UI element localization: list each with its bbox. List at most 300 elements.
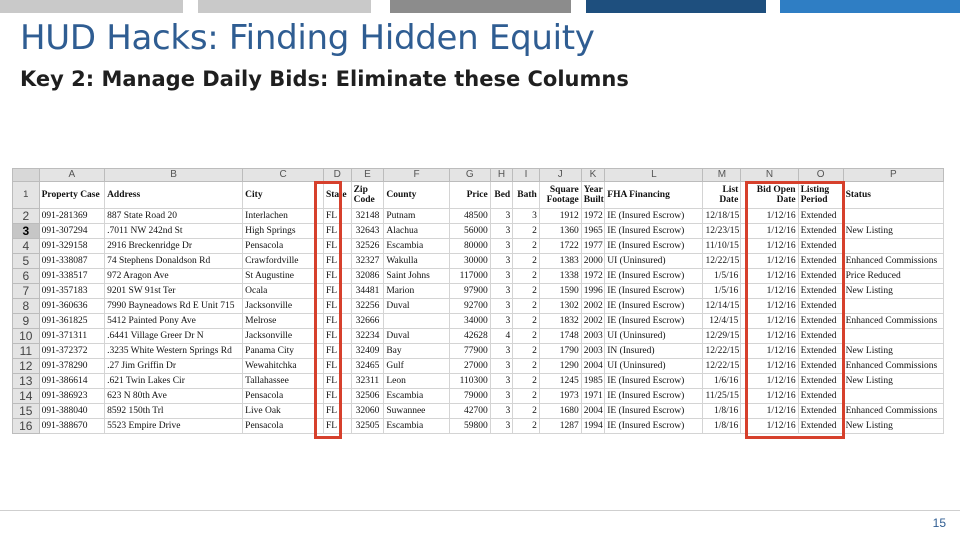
table-cell[interactable]: 3 xyxy=(490,299,513,314)
table-cell[interactable]: IE (Insured Escrow) xyxy=(605,269,703,284)
table-cell[interactable]: 2000 xyxy=(581,254,605,269)
table-cell[interactable]: Bay xyxy=(384,344,449,359)
table-cell[interactable]: 3 xyxy=(490,209,513,224)
table-cell[interactable]: FL xyxy=(323,284,351,299)
table-cell[interactable]: 1680 xyxy=(539,404,581,419)
table-cell[interactable]: Extended xyxy=(798,359,843,374)
table-cell[interactable]: FL xyxy=(323,314,351,329)
table-cell[interactable]: Extended xyxy=(798,239,843,254)
table-cell[interactable]: .621 Twin Lakes Cir xyxy=(105,374,243,389)
column-letter-header[interactable]: D xyxy=(323,169,351,182)
table-cell[interactable]: 091-357183 xyxy=(39,284,104,299)
table-cell[interactable]: 2 xyxy=(513,269,540,284)
table-cell[interactable]: IE (Insured Escrow) xyxy=(605,314,703,329)
table-cell[interactable]: 2 xyxy=(513,419,540,434)
table-cell[interactable]: 117000 xyxy=(449,269,490,284)
table-cell[interactable]: 972 Aragon Ave xyxy=(105,269,243,284)
table-cell[interactable]: .3235 White Western Springs Rd xyxy=(105,344,243,359)
table-cell[interactable]: UI (Uninsured) xyxy=(605,254,703,269)
table-cell[interactable]: 1832 xyxy=(539,314,581,329)
table-cell[interactable]: IE (Insured Escrow) xyxy=(605,374,703,389)
table-cell[interactable]: 1360 xyxy=(539,224,581,239)
table-cell[interactable]: 2 xyxy=(513,329,540,344)
table-cell[interactable]: 2 xyxy=(513,314,540,329)
table-cell[interactable]: 1/12/16 xyxy=(741,374,798,389)
field-header-cell[interactable]: FHA Financing xyxy=(605,182,703,209)
table-cell[interactable]: 1/12/16 xyxy=(741,314,798,329)
field-header-cell[interactable]: State xyxy=(323,182,351,209)
table-cell[interactable]: 1/5/16 xyxy=(703,269,741,284)
table-cell[interactable]: 34481 xyxy=(351,284,384,299)
table-cell[interactable]: Enhanced Commissions xyxy=(843,314,943,329)
table-cell[interactable]: 091-388670 xyxy=(39,419,104,434)
table-cell[interactable]: 32465 xyxy=(351,359,384,374)
column-letter-header[interactable]: L xyxy=(605,169,703,182)
column-letter-header[interactable]: M xyxy=(703,169,741,182)
column-letter-header[interactable]: B xyxy=(105,169,243,182)
table-cell[interactable]: 1/6/16 xyxy=(703,374,741,389)
table-cell[interactable]: FL xyxy=(323,254,351,269)
table-cell[interactable]: 77900 xyxy=(449,344,490,359)
table-cell[interactable]: 1/8/16 xyxy=(703,404,741,419)
table-cell[interactable]: 1996 xyxy=(581,284,605,299)
table-cell[interactable]: 091-329158 xyxy=(39,239,104,254)
table-cell[interactable]: 091-361825 xyxy=(39,314,104,329)
row-number[interactable]: 13 xyxy=(13,374,40,389)
table-cell[interactable]: 1/12/16 xyxy=(741,254,798,269)
select-all-corner[interactable] xyxy=(13,169,40,182)
table-cell[interactable]: 32311 xyxy=(351,374,384,389)
column-letter-header[interactable]: C xyxy=(243,169,324,182)
table-cell[interactable]: 32505 xyxy=(351,419,384,434)
table-cell[interactable]: 091-307294 xyxy=(39,224,104,239)
table-cell[interactable]: 2916 Breckenridge Dr xyxy=(105,239,243,254)
table-cell[interactable]: 32526 xyxy=(351,239,384,254)
table-cell[interactable]: 1290 xyxy=(539,359,581,374)
table-cell[interactable]: 3 xyxy=(490,239,513,254)
field-header-cell[interactable]: List Date xyxy=(703,182,741,209)
row-number[interactable]: 3 xyxy=(13,224,40,239)
table-cell[interactable]: 1/12/16 xyxy=(741,404,798,419)
table-cell[interactable]: Escambia xyxy=(384,389,449,404)
table-cell[interactable]: .27 Jim Griffin Dr xyxy=(105,359,243,374)
table-cell[interactable]: 56000 xyxy=(449,224,490,239)
table-cell[interactable]: 1590 xyxy=(539,284,581,299)
table-cell[interactable]: 12/4/15 xyxy=(703,314,741,329)
table-cell[interactable]: Alachua xyxy=(384,224,449,239)
column-letter-header[interactable]: K xyxy=(581,169,605,182)
table-cell[interactable]: 11/25/15 xyxy=(703,389,741,404)
table-row xyxy=(13,404,944,419)
table-cell[interactable]: FL xyxy=(323,374,351,389)
table-cell[interactable]: Extended xyxy=(798,284,843,299)
row-number[interactable]: 12 xyxy=(13,359,40,374)
field-header-cell[interactable]: Status xyxy=(843,182,943,209)
table-cell[interactable]: FL xyxy=(323,419,351,434)
table-cell[interactable]: FL xyxy=(323,389,351,404)
table-cell[interactable]: 32327 xyxy=(351,254,384,269)
table-cell[interactable]: Extended xyxy=(798,329,843,344)
table-cell[interactable]: 3 xyxy=(490,389,513,404)
table-cell[interactable]: 12/22/15 xyxy=(703,344,741,359)
table-cell[interactable]: 2 xyxy=(513,224,540,239)
row-number[interactable]: 15 xyxy=(13,404,40,419)
table-cell[interactable]: Extended xyxy=(798,419,843,434)
table-cell[interactable]: 3 xyxy=(490,374,513,389)
table-cell[interactable]: 1383 xyxy=(539,254,581,269)
table-cell[interactable]: 12/22/15 xyxy=(703,359,741,374)
table-cell[interactable]: Escambia xyxy=(384,239,449,254)
spreadsheet-grid xyxy=(12,168,944,434)
table-cell[interactable]: 091-371311 xyxy=(39,329,104,344)
table-cell[interactable]: Extended xyxy=(798,209,843,224)
table-cell[interactable]: 2 xyxy=(513,284,540,299)
table-cell[interactable]: 1/12/16 xyxy=(741,284,798,299)
table-cell[interactable]: Saint Johns xyxy=(384,269,449,284)
table-cell[interactable]: 091-338517 xyxy=(39,269,104,284)
table-cell[interactable]: Escambia xyxy=(384,419,449,434)
table-cell[interactable]: 3 xyxy=(490,419,513,434)
table-cell[interactable]: 3 xyxy=(490,344,513,359)
table-cell[interactable]: Panama City xyxy=(243,344,324,359)
table-cell[interactable]: 12/18/15 xyxy=(703,209,741,224)
table-cell[interactable]: Putnam xyxy=(384,209,449,224)
table-cell[interactable]: FL xyxy=(323,344,351,359)
table-cell[interactable]: 2004 xyxy=(581,404,605,419)
table-cell[interactable]: 32086 xyxy=(351,269,384,284)
table-cell[interactable]: IE (Insured Escrow) xyxy=(605,209,703,224)
table-cell[interactable]: 091-386923 xyxy=(39,389,104,404)
table-cell[interactable]: 1/12/16 xyxy=(741,419,798,434)
table-cell[interactable]: 2 xyxy=(513,254,540,269)
table-cell[interactable]: Melrose xyxy=(243,314,324,329)
table-row xyxy=(13,254,944,269)
table-cell[interactable]: Extended xyxy=(798,344,843,359)
table-cell[interactable]: 1971 xyxy=(581,389,605,404)
field-header-cell[interactable]: Bid Open Date xyxy=(741,182,798,209)
table-cell[interactable]: 5412 Painted Pony Ave xyxy=(105,314,243,329)
table-cell[interactable]: 7990 Bayneadows Rd E Unit 715 xyxy=(105,299,243,314)
table-cell[interactable]: Extended xyxy=(798,254,843,269)
field-header-cell[interactable]: Year Built xyxy=(581,182,605,209)
table-cell[interactable]: Duval xyxy=(384,299,449,314)
table-cell[interactable]: Enhanced Commissions xyxy=(843,359,943,374)
table-cell[interactable]: 1/12/16 xyxy=(741,299,798,314)
row-number[interactable]: 14 xyxy=(13,389,40,404)
table-cell[interactable]: Extended xyxy=(798,314,843,329)
table-cell[interactable]: Extended xyxy=(798,299,843,314)
table-cell[interactable]: New Listing xyxy=(843,374,943,389)
table-cell[interactable]: 12/29/15 xyxy=(703,329,741,344)
table-cell[interactable]: Duval xyxy=(384,329,449,344)
table-cell[interactable]: 091-372372 xyxy=(39,344,104,359)
table-cell[interactable]: 1972 xyxy=(581,209,605,224)
table-cell[interactable]: IE (Insured Escrow) xyxy=(605,224,703,239)
table-cell[interactable]: Pensacola xyxy=(243,419,324,434)
table-cell[interactable]: 1790 xyxy=(539,344,581,359)
table-cell[interactable]: 34000 xyxy=(449,314,490,329)
column-letter-header[interactable]: H xyxy=(490,169,513,182)
table-cell[interactable]: .6441 Village Greer Dr N xyxy=(105,329,243,344)
table-cell[interactable]: 1972 xyxy=(581,269,605,284)
table-cell[interactable]: Interlachen xyxy=(243,209,324,224)
table-cell[interactable]: Jacksonville xyxy=(243,299,324,314)
field-header-cell[interactable]: County xyxy=(384,182,449,209)
table-cell[interactable]: Crawfordville xyxy=(243,254,324,269)
column-letter-header[interactable]: J xyxy=(539,169,581,182)
row-number[interactable]: 1 xyxy=(13,182,40,209)
table-cell[interactable]: 1/8/16 xyxy=(703,419,741,434)
table-cell[interactable]: 1985 xyxy=(581,374,605,389)
table-cell[interactable]: 42628 xyxy=(449,329,490,344)
table-row xyxy=(13,209,944,224)
table-cell[interactable]: 2 xyxy=(513,239,540,254)
table-cell[interactable]: 8592 150th Trl xyxy=(105,404,243,419)
table-cell[interactable]: IE (Insured Escrow) xyxy=(605,299,703,314)
table-cell[interactable]: 623 N 80th Ave xyxy=(105,389,243,404)
table-cell[interactable]: 091-388040 xyxy=(39,404,104,419)
table-cell[interactable]: Pensacola xyxy=(243,239,324,254)
table-cell[interactable]: 32666 xyxy=(351,314,384,329)
table-cell[interactable]: 2003 xyxy=(581,329,605,344)
table-cell[interactable] xyxy=(843,329,943,344)
table-cell[interactable]: Jacksonville xyxy=(243,329,324,344)
field-header-cell[interactable]: Price xyxy=(449,182,490,209)
table-cell[interactable]: Enhanced Commissions xyxy=(843,254,943,269)
table-cell[interactable]: 48500 xyxy=(449,209,490,224)
table-cell[interactable]: 1/12/16 xyxy=(741,359,798,374)
table-cell[interactable]: New Listing xyxy=(843,284,943,299)
field-header-cell[interactable]: City xyxy=(243,182,324,209)
table-cell[interactable]: Enhanced Commissions xyxy=(843,404,943,419)
row-number[interactable]: 10 xyxy=(13,329,40,344)
table-cell[interactable]: IE (Insured Escrow) xyxy=(605,404,703,419)
table-cell[interactable]: Tallahassee xyxy=(243,374,324,389)
table-cell[interactable]: FL xyxy=(323,359,351,374)
table-cell[interactable]: 32234 xyxy=(351,329,384,344)
field-header-cell[interactable]: Listing Period xyxy=(798,182,843,209)
table-cell[interactable]: 2 xyxy=(513,404,540,419)
table-cell[interactable]: 2 xyxy=(513,359,540,374)
row-number[interactable]: 5 xyxy=(13,254,40,269)
column-letter-header[interactable]: P xyxy=(843,169,943,182)
table-cell[interactable]: New Listing xyxy=(843,419,943,434)
row-number[interactable]: 6 xyxy=(13,269,40,284)
table-cell[interactable]: 887 State Road 20 xyxy=(105,209,243,224)
table-cell[interactable]: 1/12/16 xyxy=(741,209,798,224)
table-row xyxy=(13,299,944,314)
table-cell[interactable]: Extended xyxy=(798,389,843,404)
table-cell[interactable]: 2004 xyxy=(581,359,605,374)
table-cell[interactable]: 091-281369 xyxy=(39,209,104,224)
field-header-cell[interactable]: Square Footage xyxy=(539,182,581,209)
column-letter-header[interactable]: E xyxy=(351,169,384,182)
table-cell[interactable]: Extended xyxy=(798,404,843,419)
table-cell[interactable]: FL xyxy=(323,209,351,224)
table-cell[interactable]: Wakulla xyxy=(384,254,449,269)
table-cell[interactable]: IE (Insured Escrow) xyxy=(605,239,703,254)
table-cell[interactable]: 3 xyxy=(490,254,513,269)
table-cell[interactable]: 1748 xyxy=(539,329,581,344)
table-cell[interactable]: IE (Insured Escrow) xyxy=(605,389,703,404)
table-cell[interactable]: Suwannee xyxy=(384,404,449,419)
row-number[interactable]: 8 xyxy=(13,299,40,314)
table-cell[interactable]: 30000 xyxy=(449,254,490,269)
table-cell[interactable]: 12/22/15 xyxy=(703,254,741,269)
table-cell[interactable]: 110300 xyxy=(449,374,490,389)
table-cell[interactable]: Leon xyxy=(384,374,449,389)
table-cell[interactable]: 32060 xyxy=(351,404,384,419)
table-cell[interactable]: Wewahitchka xyxy=(243,359,324,374)
table-cell[interactable]: 1/12/16 xyxy=(741,389,798,404)
table-cell[interactable]: IE (Insured Escrow) xyxy=(605,284,703,299)
table-cell[interactable]: 1994 xyxy=(581,419,605,434)
table-cell[interactable]: 3 xyxy=(490,284,513,299)
table-cell[interactable]: Price Reduced xyxy=(843,269,943,284)
table-row xyxy=(13,239,944,254)
table-cell[interactable]: 59800 xyxy=(449,419,490,434)
table-cell[interactable]: 1287 xyxy=(539,419,581,434)
table-cell[interactable] xyxy=(843,389,943,404)
field-header-cell[interactable]: Address xyxy=(105,182,243,209)
table-row xyxy=(13,314,944,329)
table-cell[interactable]: 79000 xyxy=(449,389,490,404)
column-letter-header[interactable]: A xyxy=(39,169,104,182)
table-cell[interactable]: 3 xyxy=(490,269,513,284)
table-cell[interactable]: New Listing xyxy=(843,224,943,239)
table-cell[interactable]: IN (Insured) xyxy=(605,344,703,359)
table-cell[interactable]: Live Oak xyxy=(243,404,324,419)
column-letter-header[interactable]: N xyxy=(741,169,798,182)
table-cell[interactable]: 32506 xyxy=(351,389,384,404)
table-cell[interactable]: 5523 Empire Drive xyxy=(105,419,243,434)
table-cell[interactable]: 92700 xyxy=(449,299,490,314)
table-cell[interactable]: 32148 xyxy=(351,209,384,224)
table-cell[interactable]: 1/12/16 xyxy=(741,239,798,254)
field-header-cell[interactable]: Bath xyxy=(513,182,540,209)
table-cell[interactable] xyxy=(843,299,943,314)
table-cell[interactable]: 1973 xyxy=(539,389,581,404)
table-cell[interactable]: 2 xyxy=(513,299,540,314)
row-number[interactable]: 2 xyxy=(13,209,40,224)
table-cell[interactable]: 3 xyxy=(490,224,513,239)
table-cell[interactable]: 1338 xyxy=(539,269,581,284)
table-cell[interactable]: 3 xyxy=(490,314,513,329)
row-number[interactable]: 11 xyxy=(13,344,40,359)
row-number[interactable]: 9 xyxy=(13,314,40,329)
table-cell[interactable]: 1302 xyxy=(539,299,581,314)
table-cell[interactable] xyxy=(843,209,943,224)
table-cell[interactable]: 1/12/16 xyxy=(741,329,798,344)
table-cell[interactable]: 32643 xyxy=(351,224,384,239)
table-cell[interactable]: Extended xyxy=(798,374,843,389)
table-cell[interactable]: UI (Uninsured) xyxy=(605,329,703,344)
table-cell[interactable]: 091-378290 xyxy=(39,359,104,374)
table-cell[interactable]: 091-338087 xyxy=(39,254,104,269)
table-cell[interactable]: 32256 xyxy=(351,299,384,314)
table-cell[interactable]: IE (Insured Escrow) xyxy=(605,419,703,434)
table-cell[interactable]: 1912 xyxy=(539,209,581,224)
table-cell[interactable]: FL xyxy=(323,404,351,419)
table-cell[interactable]: 97900 xyxy=(449,284,490,299)
table-cell[interactable]: 2 xyxy=(513,344,540,359)
table-cell[interactable]: Gulf xyxy=(384,359,449,374)
table-cell[interactable]: Marion xyxy=(384,284,449,299)
table-cell[interactable]: 2003 xyxy=(581,344,605,359)
field-header-cell[interactable]: Property Case xyxy=(39,182,104,209)
table-cell[interactable]: 27000 xyxy=(449,359,490,374)
row-number[interactable]: 4 xyxy=(13,239,40,254)
table-cell[interactable]: Extended xyxy=(798,224,843,239)
row-number[interactable]: 16 xyxy=(13,419,40,434)
table-cell[interactable]: FL xyxy=(323,239,351,254)
table-cell[interactable]: 1/5/16 xyxy=(703,284,741,299)
table-cell[interactable]: 2 xyxy=(513,374,540,389)
column-letter-row xyxy=(13,169,944,182)
table-cell[interactable]: 80000 xyxy=(449,239,490,254)
table-row xyxy=(13,224,944,239)
table-cell[interactable]: 2 xyxy=(513,389,540,404)
table-cell[interactable] xyxy=(384,314,449,329)
table-cell[interactable]: 9201 SW 91st Ter xyxy=(105,284,243,299)
table-cell[interactable]: 1/12/16 xyxy=(741,344,798,359)
top-bar-5 xyxy=(780,0,960,13)
table-cell[interactable]: 091-386614 xyxy=(39,374,104,389)
table-cell[interactable]: 12/23/15 xyxy=(703,224,741,239)
table-cell[interactable]: FL xyxy=(323,329,351,344)
table-cell[interactable]: 4 xyxy=(490,329,513,344)
table-cell[interactable]: Pensacola xyxy=(243,389,324,404)
column-letter-header[interactable]: F xyxy=(384,169,449,182)
table-cell[interactable]: 32409 xyxy=(351,344,384,359)
table-cell[interactable]: 74 Stephens Donaldson Rd xyxy=(105,254,243,269)
table-cell[interactable]: Extended xyxy=(798,269,843,284)
table-cell[interactable]: New Listing xyxy=(843,344,943,359)
table-cell[interactable]: 42700 xyxy=(449,404,490,419)
table-cell[interactable]: FL xyxy=(323,269,351,284)
table-cell[interactable]: 1977 xyxy=(581,239,605,254)
table-cell[interactable]: 11/10/15 xyxy=(703,239,741,254)
table-cell[interactable]: FL xyxy=(323,224,351,239)
table-cell[interactable]: 1965 xyxy=(581,224,605,239)
top-bar-1 xyxy=(0,0,183,13)
table-cell[interactable]: UI (Uninsured) xyxy=(605,359,703,374)
table-cell[interactable]: 1/12/16 xyxy=(741,224,798,239)
column-letter-header[interactable]: G xyxy=(449,169,490,182)
table-cell[interactable]: .7011 NW 242nd St xyxy=(105,224,243,239)
field-header-cell[interactable]: Zip Code xyxy=(351,182,384,209)
table-cell[interactable]: 1245 xyxy=(539,374,581,389)
table-cell[interactable]: High Springs xyxy=(243,224,324,239)
table-cell[interactable]: 2002 xyxy=(581,299,605,314)
table-cell[interactable]: 1/12/16 xyxy=(741,269,798,284)
table-cell[interactable]: 12/14/15 xyxy=(703,299,741,314)
column-letter-header[interactable]: O xyxy=(798,169,843,182)
table-cell[interactable]: 1722 xyxy=(539,239,581,254)
field-header-cell[interactable]: Bed xyxy=(490,182,513,209)
table-cell[interactable]: 091-360636 xyxy=(39,299,104,314)
table-cell[interactable]: FL xyxy=(323,299,351,314)
column-letter-header[interactable]: I xyxy=(513,169,540,182)
table-cell[interactable]: 3 xyxy=(490,404,513,419)
table-cell[interactable]: 2002 xyxy=(581,314,605,329)
table-cell[interactable]: 3 xyxy=(490,359,513,374)
table-cell[interactable]: St Augustine xyxy=(243,269,324,284)
row-number[interactable]: 7 xyxy=(13,284,40,299)
table-cell[interactable]: Ocala xyxy=(243,284,324,299)
table-cell[interactable]: 3 xyxy=(513,209,540,224)
table-cell[interactable] xyxy=(843,239,943,254)
